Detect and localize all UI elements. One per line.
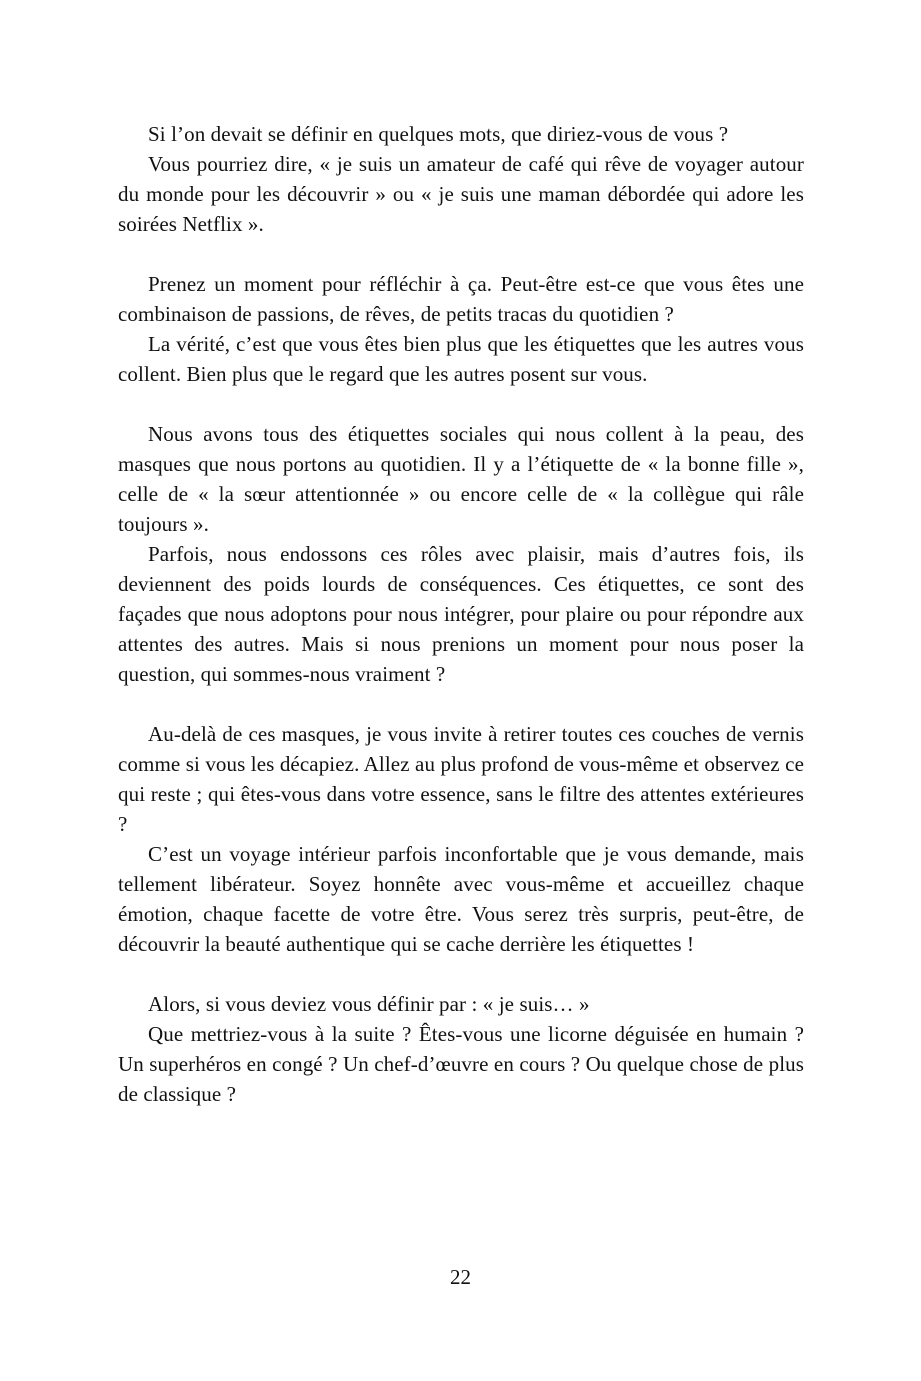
paragraph: La vérité, c’est que vous êtes bien plus que les étiquettes que les autres vous collent. Bien plus que le regard que les autres posent sur vous. bbox=[118, 332, 804, 386]
page-number: 22 bbox=[450, 1265, 471, 1289]
paragraph: Que mettriez-vous à la suite ? Êtes-vous une licorne déguisée en humain ? Un superhéros en congé ? Un chef-d’œuvre en cours ? Ou quelque chose de plus de classique ? bbox=[118, 1022, 804, 1106]
paragraph: Nous avons tous des étiquettes sociales qui nous collent à la peau, des masques que nous portons au quotidien. Il y a l’étiquette de « la bonne fille », celle de « la sœur attentionnée » ou encore celle de « la collègue qui râle toujours ». bbox=[118, 422, 804, 536]
paragraph: Alors, si vous deviez vous définir par : « je suis… » bbox=[148, 992, 590, 1016]
paragraph: Vous pourriez dire, « je suis un amateur de café qui rêve de voyager autour du monde pour les découvrir » ou « je suis une maman débordée qui adore les soirées Netflix ». bbox=[118, 152, 804, 236]
text-section-5 bbox=[118, 989, 804, 1109]
paragraph: C’est un voyage intérieur parfois inconfortable que je vous demande, mais tellement libérateur. Soyez honnête avec vous-même et accueillez chaque émotion, chaque facette de votre être. Vous serez très surpris, peut-être, de découvrir la beauté authentique qui se cache derrière les étiquettes ! bbox=[118, 842, 804, 956]
text-section-4 bbox=[118, 719, 804, 959]
paragraph: Parfois, nous endossons ces rôles avec plaisir, mais d’autres fois, ils deviennent des poids lourds de conséquences. Ces étiquettes, ce sont des façades que nous adoptons pour nous intégrer, pour plaire ou pour répondre aux attentes des autres. Mais si nous prenions un moment pour nous poser la question, qui sommes-nous vraiment ? bbox=[118, 542, 804, 686]
text-section-1 bbox=[118, 119, 804, 239]
paragraph: Prenez un moment pour réfléchir à ça. Peut-être est-ce que vous êtes une combinaison de passions, de rêves, de petits tracas du quotidien ? bbox=[118, 272, 804, 326]
paragraph: Au-delà de ces masques, je vous invite à retirer toutes ces couches de vernis comme si vous les décapiez. Allez au plus profond de vous-même et observez ce qui reste ; qui êtes-vous dans votre essence, sans le filtre des attentes extérieures ? bbox=[118, 722, 804, 836]
paragraph: Si l’on devait se définir en quelques mots, que diriez-vous de vous ? bbox=[148, 122, 729, 146]
text-section-2 bbox=[118, 269, 804, 389]
text-section-3 bbox=[118, 419, 804, 689]
page-body bbox=[118, 119, 804, 1139]
